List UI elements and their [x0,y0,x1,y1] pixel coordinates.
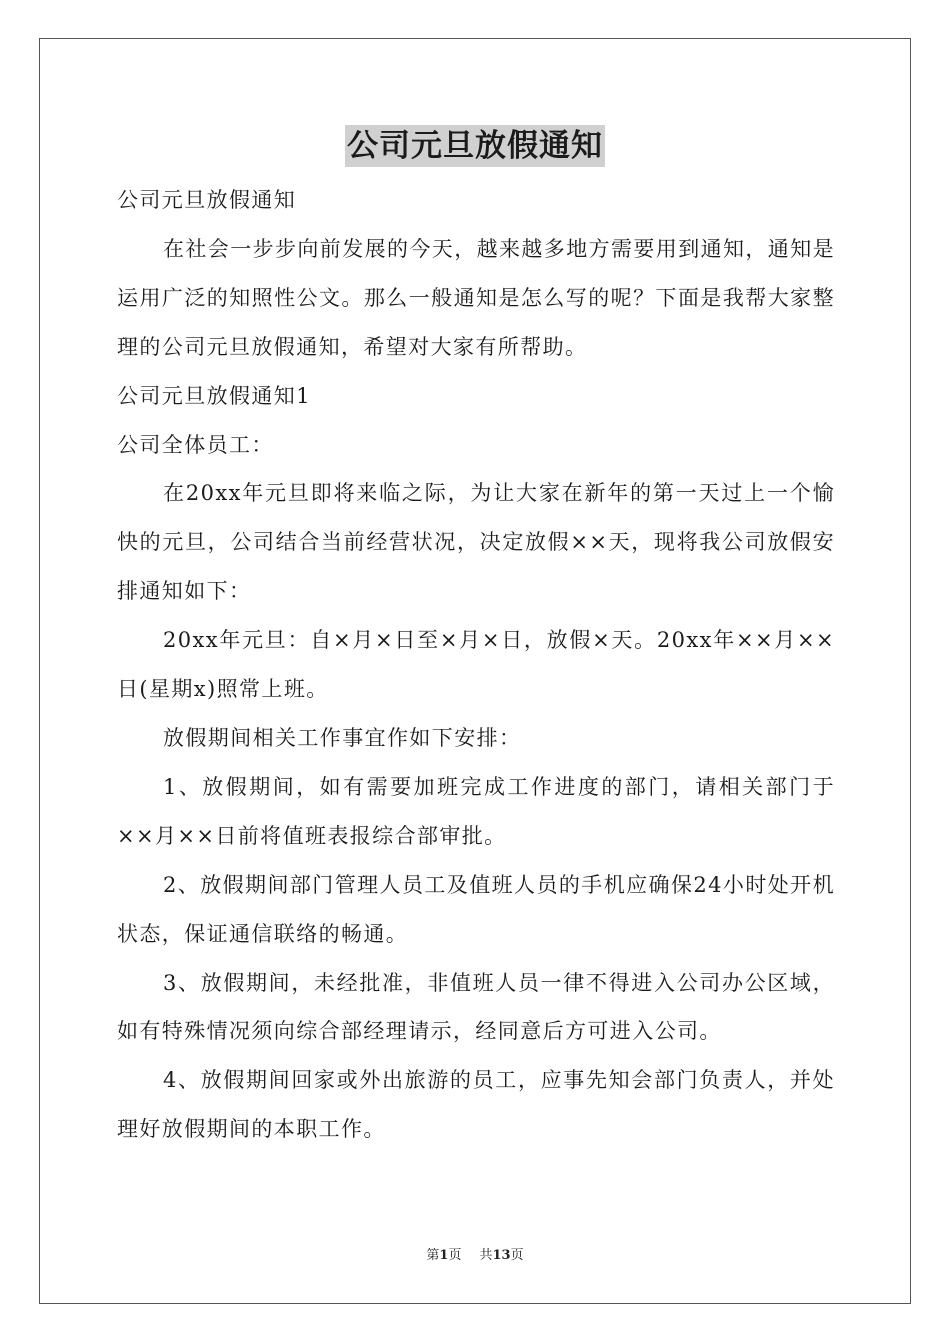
page-prefix: 第 [426,1248,440,1263]
paragraph-item-4: 4、放假期间回家或外出旅游的员工，应事先知会部门负责人，并处理好放假期间的本职工作。 [117,1068,835,1142]
title-container [0,125,950,167]
paragraph-salutation: 公司全体员工： [117,432,274,457]
paragraph-intro: 在社会一步步向前发展的今天，越来越多地方需要用到通知，通知是运用广泛的知照性公文。那么一般通知是怎么写的呢？下面是我帮大家整理的公司元旦放假通知，希望对大家有所帮助。 [117,236,835,359]
page-total: 13 [492,1248,511,1263]
total-prefix: 共 [479,1248,493,1263]
paragraph-item-1: 1、放假期间，如有需要加班完成工作进度的部门，请相关部门于××月××日前将值班表报综合部审批。 [117,774,835,848]
paragraph-arrangement-intro: 放假期间相关工作事宜作如下安排： [163,725,522,750]
page-footer [0,1247,950,1265]
paragraph-schedule: 20xx年元旦：自×月×日至×月×日，放假×天。20xx年××月××日(星期x)照常上班。 [117,628,835,702]
page-suffix: 页 [448,1248,462,1263]
paragraph-heading: 公司元旦放假通知 [117,188,297,212]
total-suffix: 页 [510,1248,524,1263]
document-body [117,176,835,1154]
page-number: 1 [439,1248,449,1263]
paragraph-item-2: 2、放假期间部门管理人员工及值班人员的手机应确保24小时处开机状态，保证通信联络的畅通。 [117,872,835,946]
paragraph-item-3: 3、放假期间，未经批准，非值班人员一律不得进入公司办公区域，如有特殊情况须向综合部经理请示，经同意后方可进入公司。 [117,970,835,1044]
paragraph-body: 在20xx年元旦即将来临之际，为让大家在新年的第一天过上一个愉快的元旦，公司结合当前经营状况，决定放假××天，现将我公司放假安排通知如下： [117,481,835,604]
paragraph-subtitle: 公司元旦放假通知1 [117,383,311,408]
document-title: 公司元旦放假通知 [345,125,605,167]
